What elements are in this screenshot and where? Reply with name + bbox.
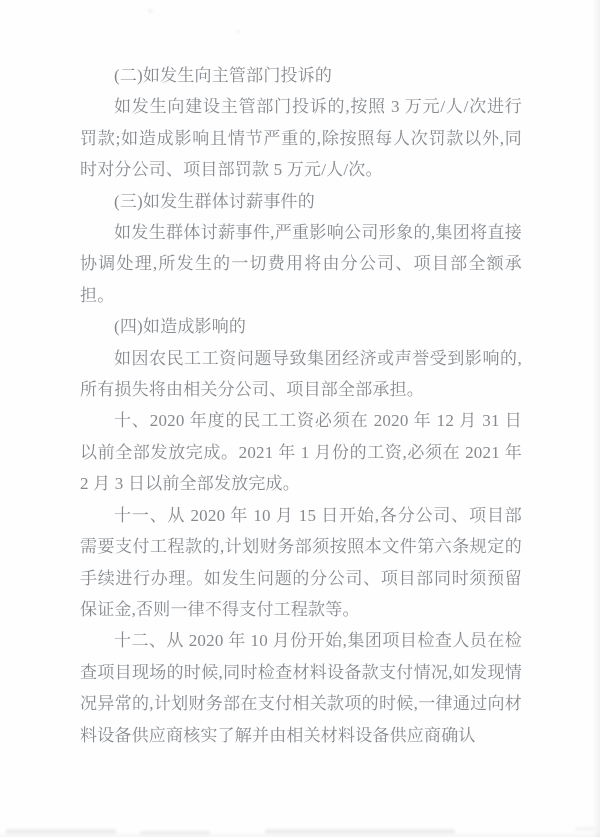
paragraph-heading-section-3: (三)如发生群体讨薪事件的 (114, 191, 315, 211)
paragraph-item-12: 十二、从 2020 年 10 月份开始,集团项目检查人员在检查项目现场的时候,同时检查材料设备款支付情况,如发现情况异常的,计划财务部在支付相关款项的时候,一律通过向材料设备供应商核实了解并由相关材料设备供应商确认 (80, 631, 522, 745)
scan-speck (236, 30, 240, 33)
scan-speck (148, 9, 153, 13)
scan-smudge (265, 829, 455, 834)
paragraph-item-11: 十一、从 2020 年 10 月 15 日开始,各分公司、项目部需要支付工程款的,计划财务部须按照本文件第六条规定的手续进行办理。如发生问题的分公司、项目部同时须预留保证金,否则一律不得支付工程款等。 (80, 505, 522, 619)
paragraph-section-2-body: 如发生向建设主管部门投诉的,按照 3 万元/人/次进行罚款;如造成影响且情节严重的,除按照每人次罚款以外,同时对分公司、项目部罚款 5 万元/人/次。 (80, 97, 522, 180)
scan-edge-shadow-right (592, 0, 600, 837)
paragraph-heading-section-4: (四)如造成影响的 (114, 317, 247, 337)
scan-edge-shadow-bottom (0, 831, 600, 837)
paragraph-section-3-body: 如发生群体讨薪事件,严重影响公司形象的,集团将直接协调处理,所发生的一切费用将由分公司、项目部全额承担。 (80, 223, 522, 305)
scan-smudge (575, 827, 595, 831)
scan-smudge (6, 829, 116, 834)
scan-smudge (140, 831, 210, 835)
paragraph-item-10: 十、2020 年度的民工工资必须在 2020 年 12 月 31 日以前全部发放完成。2021 年 1 月份的工资,必须在 2021 年 2 月 3 日以前全部发放完成。 (80, 411, 522, 494)
document-body (80, 60, 522, 751)
paragraph-section-4-body: 如因农民工工资问题导致集团经济或声誉受到影响的,所有损失将由相关分公司、项目部全部承担。 (80, 348, 522, 400)
paragraph-heading-section-2: (二)如发生向主管部门投诉的 (114, 66, 333, 85)
